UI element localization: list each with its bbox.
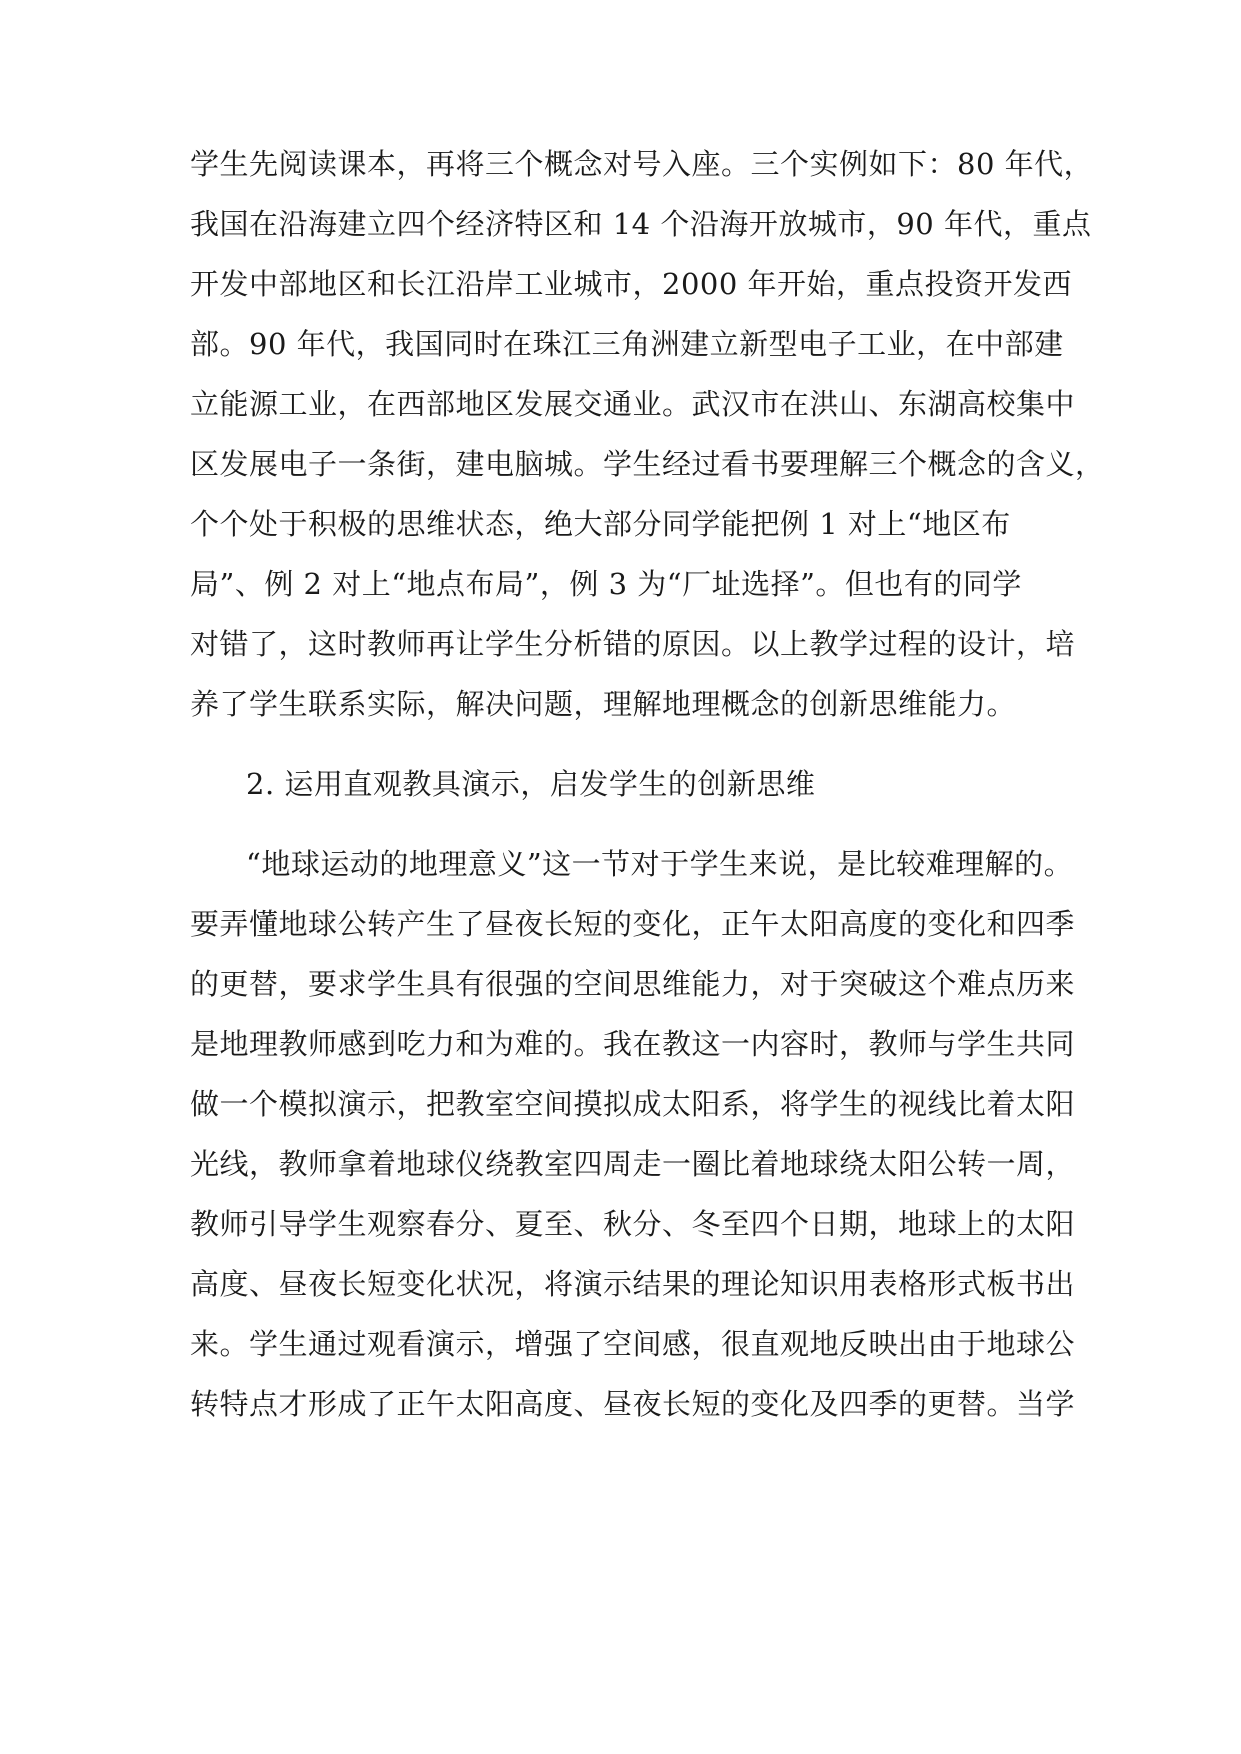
paragraph-line: 养了学生联系实际，解决问题，理解地理概念的创新思维能力。	[190, 687, 1017, 721]
paragraph-line: 对错了，这时教师再让学生分析错的原因。以上教学过程的设计，培	[190, 627, 1076, 661]
paragraph-line: 学生先阅读课本，再将三个概念对号入座。三个实例如下：80 年代，	[190, 147, 1094, 181]
paragraph-line: 要弄懂地球公转产生了昼夜长短的变化，正午太阳高度的变化和四季	[190, 907, 1076, 941]
paragraph-line: 区发展电子一条街，建电脑城。学生经过看书要理解三个概念的含义，	[190, 447, 1105, 481]
paragraph-line: 我国在沿海建立四个经济特区和 14 个沿海开放城市，90 年代，重点	[190, 207, 1092, 241]
section-heading: 2. 运用直观教具演示，启发学生的创新思维	[246, 767, 816, 801]
paragraph-line: 个个处于积极的思维状态，绝大部分同学能把例 1 对上“地区布	[190, 507, 1011, 541]
paragraph-line: 部。90 年代，我国同时在珠江三角洲建立新型电子工业，在中部建	[190, 327, 1064, 361]
paragraph-line: 做一个模拟演示，把教室空间摸拟成太阳系，将学生的视线比着太阳	[190, 1087, 1076, 1121]
paragraph-line: 光线，教师拿着地球仪绕教室四周走一圈比着地球绕太阳公转一周，	[190, 1147, 1076, 1181]
paragraph-line: 开发中部地区和长江沿岸工业城市，2000 年开始，重点投资开发西	[190, 267, 1073, 301]
paragraph-line: 高度、昼夜长短变化状况，将演示结果的理论知识用表格形式板书出	[190, 1267, 1076, 1301]
paragraph-line: 的更替，要求学生具有很强的空间思维能力，对于突破这个难点历来	[190, 967, 1076, 1001]
paragraph-line: 是地理教师感到吃力和为难的。我在教这一内容时，教师与学生共同	[190, 1027, 1076, 1061]
paragraph-line: 来。学生通过观看演示，增强了空间感，很直观地反映出由于地球公	[190, 1327, 1076, 1361]
paragraph-line: 立能源工业，在西部地区发展交通业。武汉市在洪山、东湖高校集中	[190, 387, 1076, 421]
paragraph-line: 教师引导学生观察春分、夏至、秋分、冬至四个日期，地球上的太阳	[190, 1207, 1076, 1241]
paragraph-line: 局”、例 2 对上“地点布局”，例 3 为“厂址选择”。但也有的同学	[190, 567, 1022, 601]
paragraph-line: 转特点才形成了正午太阳高度、昼夜长短的变化及四季的更替。当学	[190, 1387, 1076, 1421]
paragraph-line: “地球运动的地理意义”这一节对于学生来说，是比较难理解的。	[246, 847, 1074, 881]
